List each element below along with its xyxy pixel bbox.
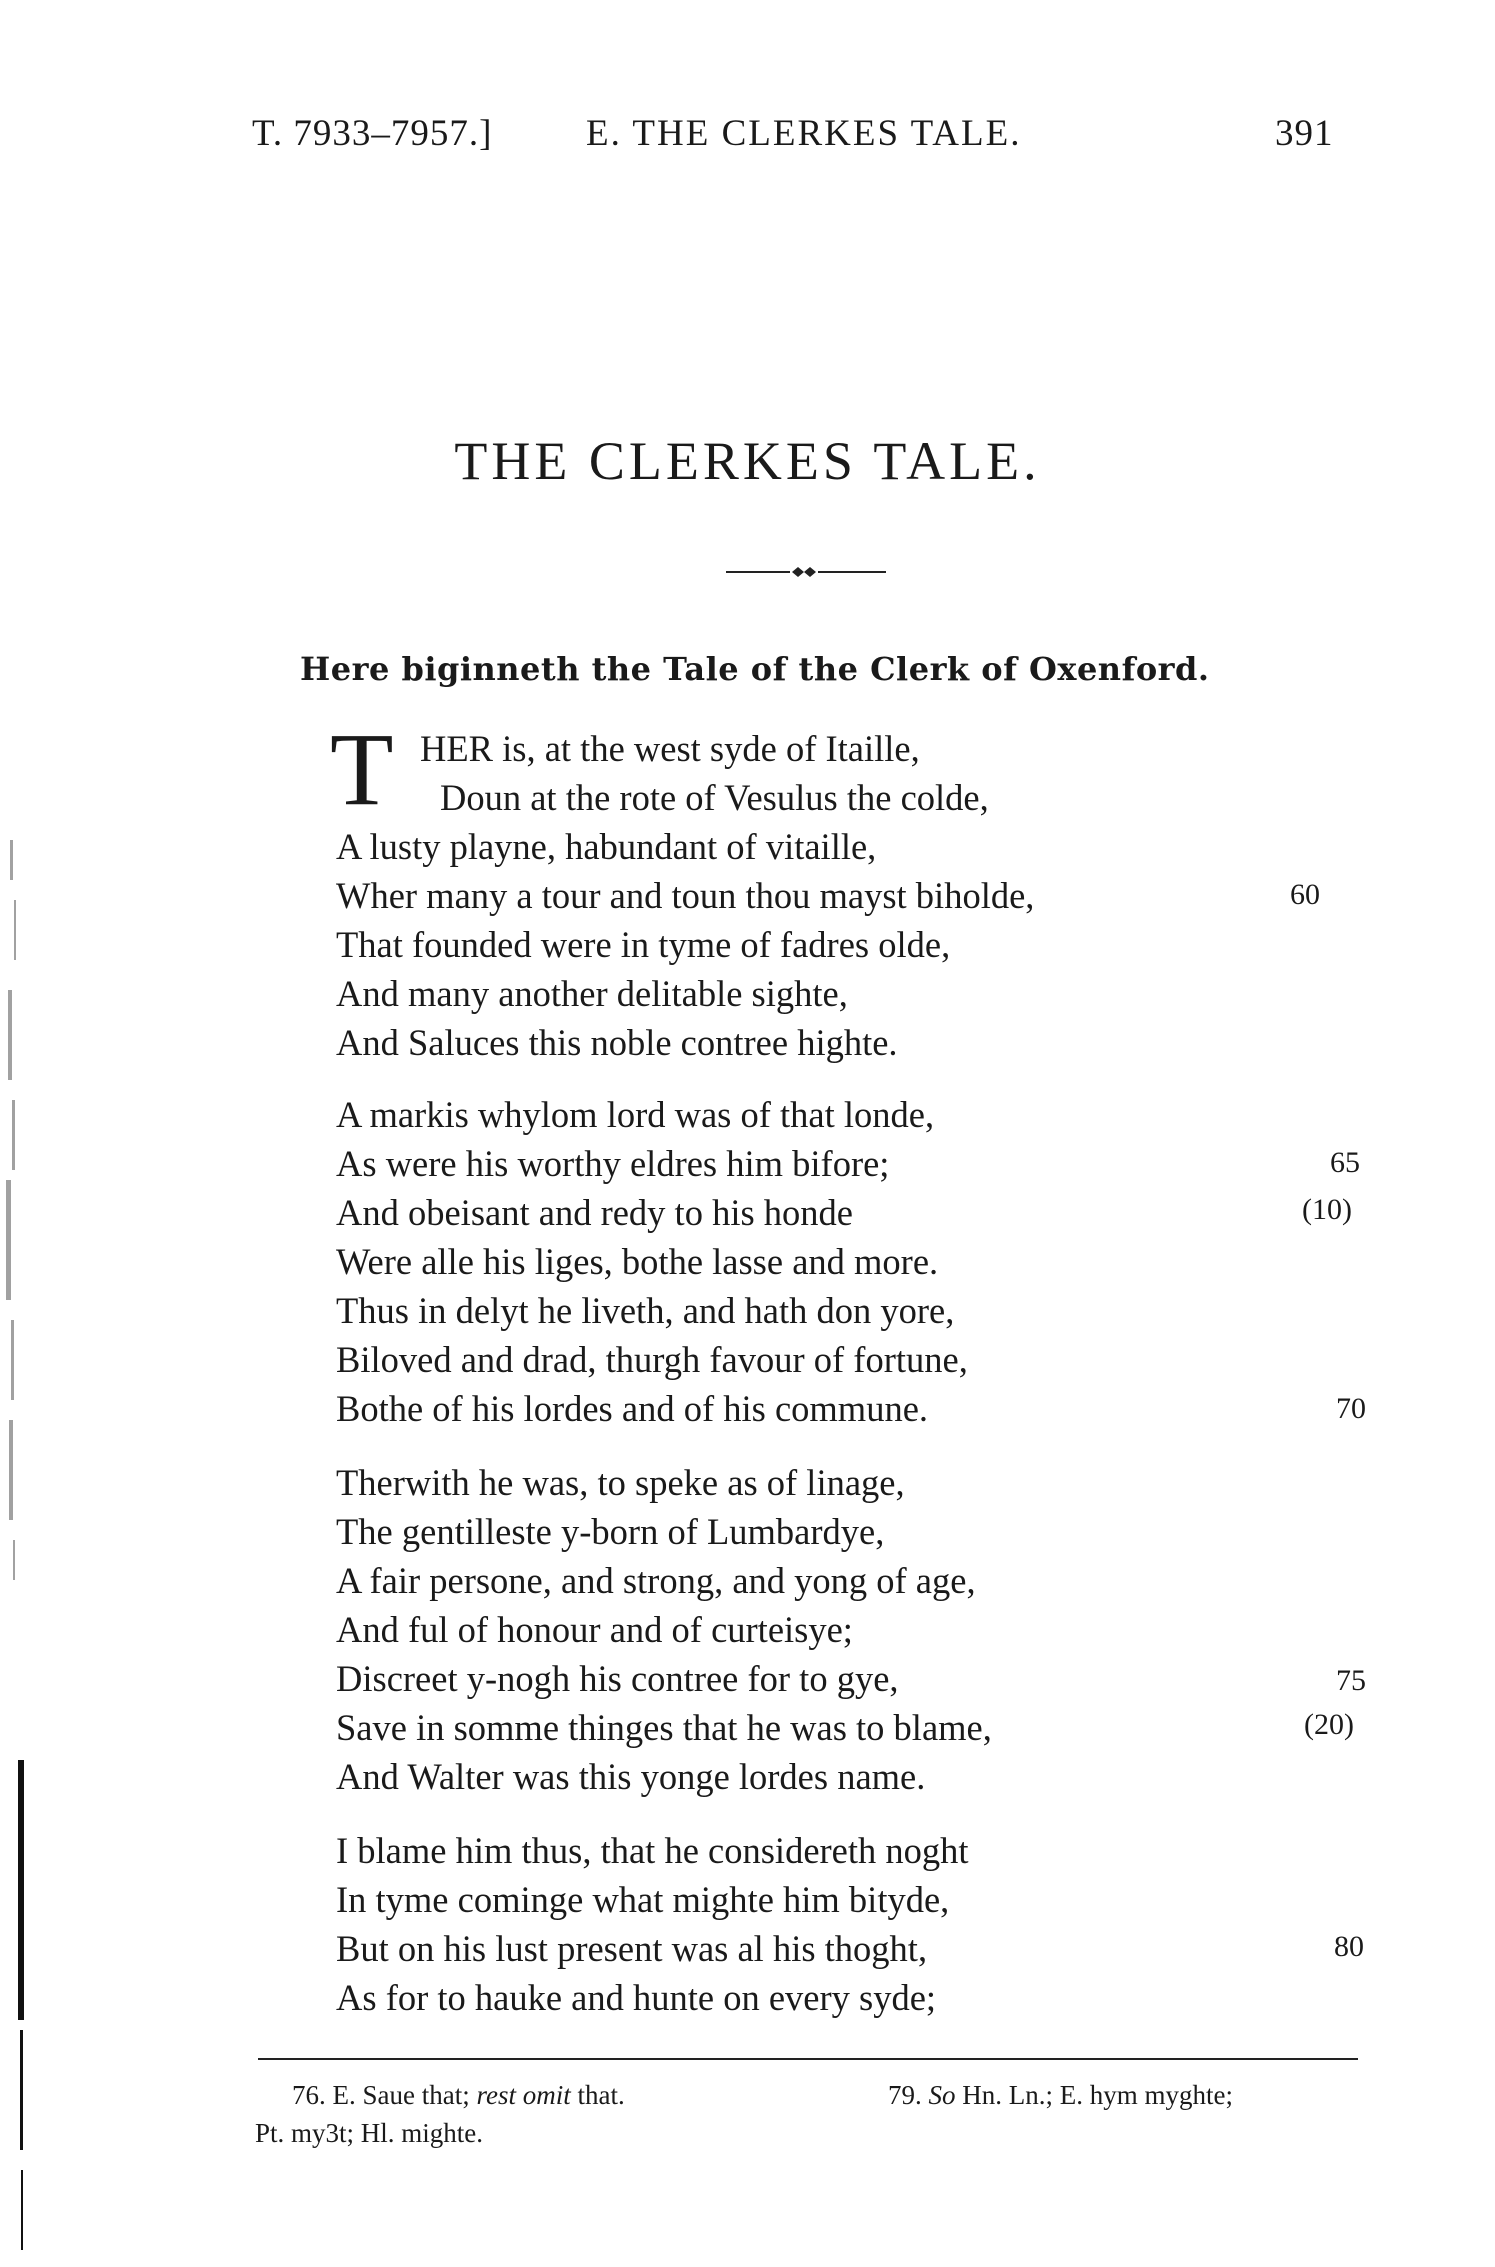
verse-line: As were his worthy eldres him bifore; [336, 1143, 890, 1184]
footnote-76-continued: Pt. my3t; Hl. mighte. [255, 2118, 484, 2148]
verse-line: A fair persone, and strong, and yong of age, [336, 1560, 976, 1601]
footnote-text: E. Saue that; [332, 2080, 470, 2110]
verse-line: A markis whylom lord was of that londe, [336, 1094, 935, 1135]
verse-line: Wher many a tour and toun thou mayst biholde, [336, 875, 1035, 916]
verse-line: As for to hauke and hunte on every syde; [336, 1977, 937, 2018]
drop-cap: T [330, 712, 394, 827]
running-head [0, 112, 1495, 162]
footnote-italic: rest omit [476, 2080, 571, 2110]
footnote-number: 79. [888, 2080, 922, 2110]
verse-line: Bothe of his lordes and of his commune. [336, 1388, 929, 1429]
line-number: 70 [1336, 1392, 1366, 1425]
verse-line: Therwith he was, to speke as of linage, [336, 1462, 905, 1503]
line-number: 60 [1290, 878, 1320, 911]
line-number: (20) [1304, 1708, 1354, 1741]
ornament-divider [726, 566, 886, 578]
verse-line: And many another delitable sighte, [336, 973, 848, 1014]
verse-line: Save in somme thinges that he was to blame, [336, 1707, 992, 1748]
verse-line: And Walter was this yonge lordes name. [336, 1756, 926, 1797]
rubric-heading: Here biginneth the Tale of the Clerk of Oxenford. [300, 650, 1210, 688]
running-head-title: E. THE CLERKES TALE. [586, 113, 1022, 154]
line-number: 75 [1336, 1664, 1366, 1697]
verse-line: And Saluces this noble contree highte. [336, 1022, 898, 1063]
verse-line: In tyme cominge what mighte him bityde, [336, 1879, 950, 1920]
footnote-text: Hn. Ln.; E. hym myghte; [962, 2080, 1233, 2110]
verse-line: The gentilleste y-born of Lumbardye, [336, 1511, 885, 1552]
verse-line: Biloved and drad, thurgh favour of fortune, [336, 1339, 968, 1380]
verse-line: Doun at the rote of Vesulus the colde, [440, 777, 989, 818]
scan-edge-artifact [0, 0, 60, 2267]
verse-line: HER is, at the west syde of Itaille, [420, 728, 920, 769]
line-number: 80 [1334, 1930, 1364, 1963]
footnote-rule [258, 2058, 1358, 2060]
verse-line: Were alle his liges, bothe lasse and more. [336, 1241, 939, 1282]
footnote-79 [888, 2080, 1233, 2111]
page-number: 391 [1275, 113, 1334, 154]
verse-line: That founded were in tyme of fadres olde, [336, 924, 951, 965]
line-number: (10) [1302, 1193, 1352, 1226]
verse-line: I blame him thus, that he considereth noght [336, 1830, 969, 1871]
footnote-number: 76. [292, 2080, 326, 2110]
verse-line: Thus in delyt he liveth, and hath don yore, [336, 1290, 955, 1331]
footnote-text: that. [577, 2080, 625, 2110]
footnote-italic: So [928, 2080, 956, 2110]
running-head-line-range: T. 7933–7957.] [252, 113, 493, 154]
tale-title: THE CLERKES TALE. [454, 431, 1041, 491]
verse-line: And obeisant and redy to his honde [336, 1192, 853, 1233]
verse-line: And ful of honour and of curteisye; [336, 1609, 853, 1650]
footnote-76 [292, 2080, 625, 2111]
verse-line: A lusty playne, habundant of vitaille, [336, 826, 877, 867]
verse-line: Discreet y-nogh his contree for to gye, [336, 1658, 899, 1699]
line-number: 65 [1330, 1146, 1360, 1179]
verse-line: But on his lust present was al his thoght, [336, 1928, 928, 1969]
